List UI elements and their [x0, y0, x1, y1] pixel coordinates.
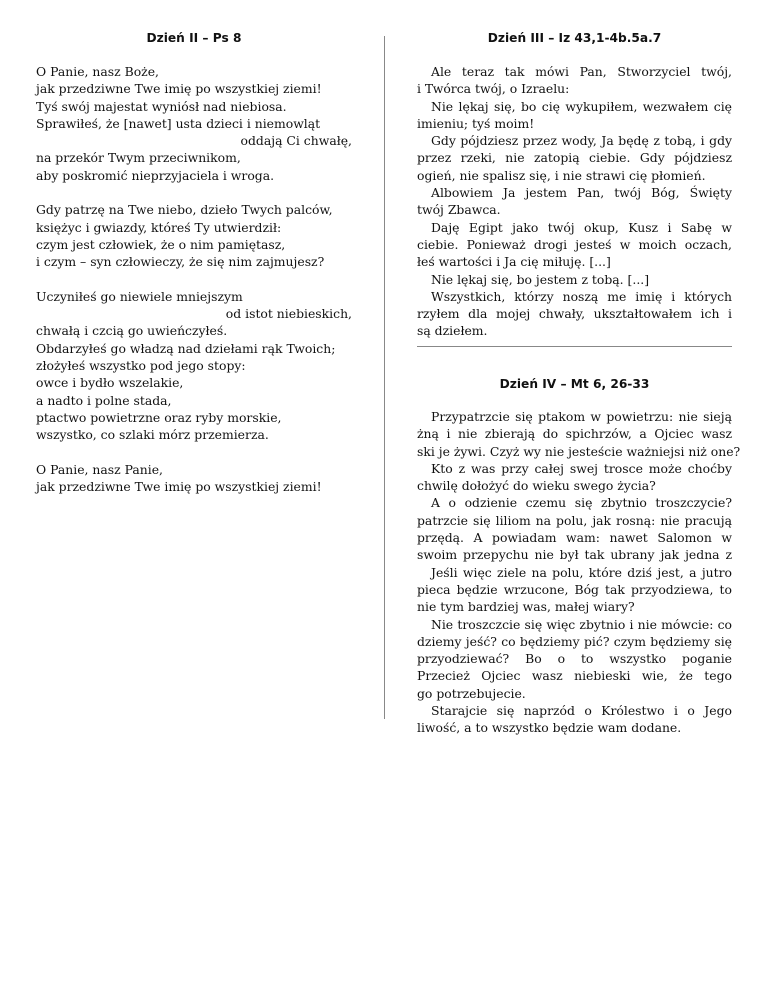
text-line: złożyłeś wszystko pod jego stopy: [36, 358, 246, 374]
text-line: nie tym bardziej was, małej wiary? [417, 599, 635, 615]
text-line: Przecież Ojciec wasz niebieski wie, że tego [417, 668, 732, 684]
text-line: łeś wartości i Ja cię miłuję. [...] [417, 254, 611, 270]
text-line: księżyc i gwiazdy, któreś Ty utwierdził: [36, 219, 282, 235]
text-line: Albowiem Ja jestem Pan, twój Bóg, Święty [431, 185, 732, 201]
text-line: Wszystkich, którzy noszą me imię i których [431, 288, 732, 304]
text-line: Gdy pójdziesz przez wody, Ja będę z tobą, i gdy [431, 133, 732, 149]
text-line: jak przedziwne Twe imię po wszystkiej ziemi! [36, 81, 322, 97]
stanza-gap [36, 444, 352, 461]
heading-day-2: Dzień II – Ps 8 [146, 31, 242, 45]
text-line: czym jest człowiek, że o nim pamiętasz, [36, 236, 286, 252]
text-line: Tyś swój majestat wyniósł nad niebiosa. [36, 98, 287, 114]
text-line: Nie lękaj się, bo cię wykupiłem, wezwałem cię [431, 98, 732, 114]
text-line: oddają Ci chwałę, [240, 133, 352, 149]
text-line: przędą. A powiadam wam: nawet Salomon w [417, 530, 732, 546]
text-line: ptactwo powietrzne oraz ryby morskie, [36, 409, 282, 425]
text-line: go potrzebujecie. [417, 685, 526, 701]
text-line: i Twórca twój, o Izraelu: [417, 81, 570, 97]
isaiah-text [417, 63, 732, 340]
stanza-gap [36, 271, 352, 288]
text-line: Uczyniłeś go niewiele mniejszym [36, 288, 243, 304]
text-line: Kto z was przy całej swej trosce może choćby [431, 460, 732, 476]
text-line: są dziełem. [417, 323, 488, 339]
text-line: O Panie, nasz Boże, [36, 64, 159, 79]
text-line: Obdarzyłeś go władzą nad dziełami rąk Twoich; [36, 340, 336, 356]
text-line: Nie troszczcie się więc zbytnio i nie mówcie: co [431, 616, 732, 632]
text-line: Przypatrzcie się ptakom w powietrzu: nie sieją [431, 409, 732, 424]
text-line: ogień, nie spalisz się, i nie strawi cię płomień. [417, 167, 706, 183]
text-line: przyodziewać? Bo o to wszystko poganie [417, 651, 732, 667]
text-line: a nadto i polne stada, [36, 392, 172, 408]
text-line: owce i bydło wszelakie, [36, 375, 184, 391]
text-line: chwilę dołożyć do wieku swego życia? [417, 478, 656, 494]
text-line: aby poskromić nieprzyjaciela i wroga. [36, 167, 275, 183]
text-line: A o odzienie czemu się zbytnio troszczycie? [431, 495, 732, 511]
text-line: ciebie. Ponieważ drogi jesteś w moich oczach, [417, 236, 732, 252]
text-line: przez rzeki, nie zatopią ciebie. Gdy pójdziesz [417, 150, 732, 166]
text-line: na przekór Twym przeciwnikom, [36, 150, 241, 166]
text-line: liwość, a to wszystko będzie wam dodane. [417, 720, 682, 736]
text-line: O Panie, nasz Panie, [36, 461, 163, 477]
text-line: Sprawiłeś, że [nawet] usta dzieci i niemowląt [36, 115, 321, 131]
text-line: imieniu; tyś moim! [417, 115, 535, 131]
text-line: od istot niebieskich, [225, 306, 352, 322]
text-line: Gdy patrzę na Twe niebo, dzieło Twych palców, [36, 202, 333, 218]
text-line: Daję Egipt jako twój okup, Kusz i Sabę w [431, 219, 732, 235]
text-line: Jeśli więc ziele na polu, które dziś jest, a jutro [431, 564, 732, 580]
section-divider [417, 346, 732, 347]
text-line: chwałą i czcią go uwieńczyłeś. [36, 323, 228, 339]
psalm-text [36, 63, 352, 495]
text-line: Starajcie się naprzód o Królestwo i o Jego [431, 703, 732, 719]
text-line: twój Zbawca. [417, 202, 501, 218]
text-line: dziemy jeść? co będziemy pić? czym będziemy się [417, 633, 732, 649]
text-line: Nie lękaj się, bo jestem z tobą. [...] [431, 271, 650, 287]
heading-day-4: Dzień IV – Mt 6, 26-33 [499, 377, 650, 391]
text-line: Ale teraz tak mówi Pan, Stworzyciel twój, [431, 64, 732, 79]
matthew-text [417, 408, 741, 737]
text-line: ski je żywi. Czyż wy nie jesteście ważniejsi niż one? [417, 443, 741, 459]
text-line: rzyłem dla mojej chwały, ukształtowałem ich i [417, 306, 732, 322]
column-divider [384, 36, 385, 719]
heading-day-3: Dzień III – Iz 43,1-4b.5a.7 [487, 31, 662, 45]
text-line: żną i nie zbierają do spichrzów, a Ojciec wasz [417, 426, 732, 442]
text-line: patrzcie się liliom na polu, jak rosną: nie pracują [417, 512, 732, 528]
text-line: swoim przepychu nie był tak ubrany jak jedna z [417, 547, 732, 563]
text-line: i czym – syn człowieczy, że się nim zajmujesz? [36, 254, 325, 270]
stanza-gap [36, 184, 352, 201]
text-line: jak przedziwne Twe imię po wszystkiej ziemi! [36, 479, 322, 495]
text-line: pieca będzie wrzucone, Bóg tak przyodziewa, to [417, 581, 732, 597]
text-line: wszystko, co szlaki mórz przemierza. [36, 427, 269, 443]
